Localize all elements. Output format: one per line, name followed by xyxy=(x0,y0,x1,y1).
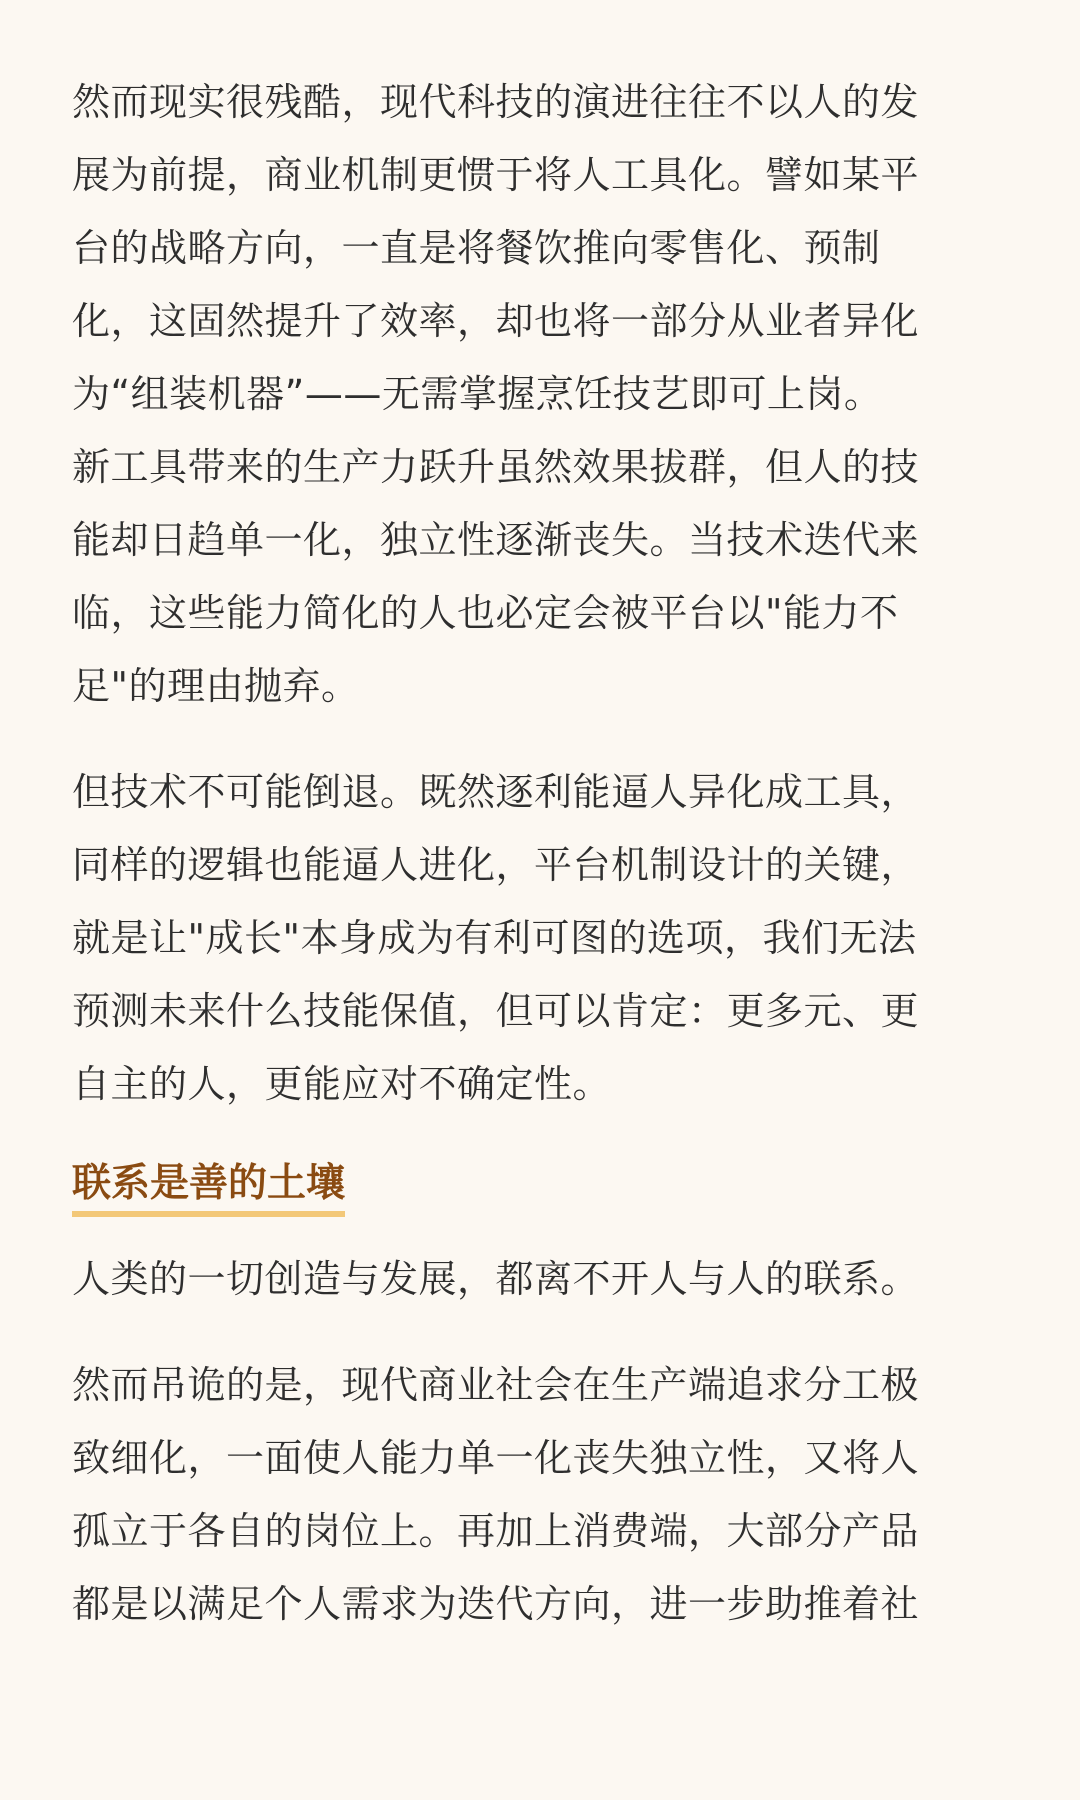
text-line: 就是让"成长"本身成为有利可图的选项，我们无法 xyxy=(72,916,917,960)
text-line: 能却日趋单一化，独立性逐渐丧失。当技术迭代来 xyxy=(72,518,920,562)
text-line: 但技术不可能倒退。既然逐利能逼人异化成工具， xyxy=(72,770,920,814)
text-line: 为“组装机器”——无需掌握烹饪技艺即可上岗。 xyxy=(72,372,883,416)
text-line: 然而现实很残酷，现代科技的演进往往不以人的发 xyxy=(72,80,920,124)
text-line: 台的战略方向，一直是将餐饮推向零售化、预制 xyxy=(72,226,881,270)
text-line: 自主的人，更能应对不确定性。 xyxy=(72,1062,612,1106)
text-line: 预测未来什么技能保值，但可以肯定：更多元、更 xyxy=(72,989,920,1033)
text-line: 临，这些能力简化的人也必定会被平台以"能力不 xyxy=(72,591,899,635)
text-line: 足"的理由抛弃。 xyxy=(72,664,360,708)
paragraph-platform-alienation xyxy=(72,66,1016,723)
text-line: 人类的一切创造与发展，都离不开人与人的联系。 xyxy=(72,1257,920,1301)
text-line: 新工具带来的生产力跃升虽然效果拔群，但人的技 xyxy=(72,445,920,489)
text-line: 然而吊诡的是，现代商业社会在生产端追求分工极 xyxy=(72,1363,920,1407)
text-line: 同样的逻辑也能逼人进化，平台机制设计的关键， xyxy=(72,843,920,887)
section-heading-text: 联系是善的土壤 xyxy=(72,1157,345,1217)
paragraph-commercial-isolation xyxy=(72,1349,1016,1641)
text-line: 化，这固然提升了效率，却也将一部分从业者异化 xyxy=(72,299,920,343)
paragraph-technology-growth xyxy=(72,756,1016,1121)
section-heading xyxy=(72,1154,1016,1217)
text-line: 孤立于各自的岗位上。再加上消费端，大部分产品 xyxy=(72,1509,920,1553)
text-line: 都是以满足个人需求为迭代方向，进一步助推着社 xyxy=(72,1582,920,1626)
text-line: 致细化，一面使人能力单一化丧失独立性，又将人 xyxy=(72,1436,920,1480)
paragraph-human-connection xyxy=(72,1243,1016,1316)
text-line: 展为前提，商业机制更惯于将人工具化。譬如某平 xyxy=(72,153,920,197)
